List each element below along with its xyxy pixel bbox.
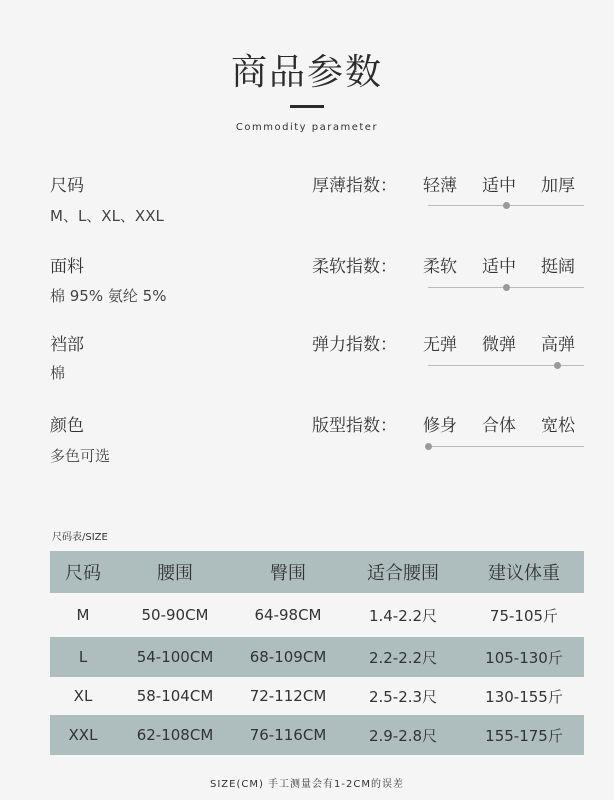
cell-weight: 155-175斤 (485, 726, 563, 745)
cell-fit-waist: 2.5-2.3尺 (368, 687, 438, 706)
softness-option-stiff: 挺阔 (541, 257, 575, 277)
thickness-index-label: 厚薄指数： (312, 176, 397, 196)
cell-waist: 62-108CM (136, 726, 214, 744)
param-size-label: 尺码 (50, 176, 84, 196)
header-weight: 建议体重 (488, 563, 560, 584)
table-row (50, 593, 584, 637)
cell-size: M (76, 606, 90, 624)
header-waist: 腰围 (157, 563, 193, 584)
table-row (50, 715, 584, 755)
fit-option-regular: 合体 (482, 416, 516, 436)
softness-index-label: 柔软指数： (312, 257, 397, 277)
cell-weight: 130-155斤 (485, 687, 563, 706)
param-color-label: 颜色 (50, 416, 84, 436)
stretch-option-none: 无弹 (423, 335, 457, 355)
fit-slider-track (428, 446, 584, 447)
header-fit-waist: 适合腰围 (367, 563, 439, 584)
thickness-option-medium: 适中 (482, 176, 516, 196)
cell-waist: 58-104CM (136, 687, 214, 705)
cell-hip: 68-109CM (249, 648, 327, 666)
cell-hip: 72-112CM (249, 687, 327, 705)
cell-size: L (78, 648, 88, 666)
cell-fit-waist: 2.9-2.8尺 (368, 726, 438, 745)
cell-hip: 76-116CM (249, 726, 327, 744)
cell-waist: 54-100CM (136, 648, 214, 666)
header-hip: 臀围 (270, 563, 306, 584)
cell-weight: 105-130斤 (485, 648, 563, 667)
header-size: 尺码 (65, 563, 101, 584)
size-table (50, 551, 584, 755)
param-color-value: 多色可选 (50, 447, 111, 465)
thickness-option-thick: 加厚 (541, 176, 575, 196)
param-fabric-value: 棉 95% 氨纶 5% (50, 287, 167, 305)
param-crotch-label: 裆部 (50, 335, 84, 355)
cell-hip: 64-98CM (254, 606, 322, 624)
softness-slider-dot (503, 284, 510, 291)
title-underline (290, 105, 324, 108)
param-fabric-label: 面料 (50, 257, 84, 277)
cell-weight: 75-105斤 (489, 606, 559, 625)
param-crotch-value: 棉 (50, 364, 66, 382)
cell-size: XL (73, 687, 93, 705)
size-table-caption: 尺码表/SIZE (52, 532, 108, 543)
softness-option-medium: 适中 (482, 257, 516, 277)
measurement-footnote: SIZE(CM) 手工测量会有1-2CM的误差 (209, 779, 404, 790)
fit-index-label: 版型指数： (312, 416, 397, 436)
page-title: 商品参数 (230, 52, 383, 93)
stretch-option-high: 高弹 (541, 335, 575, 355)
cell-size: XXL (68, 726, 98, 744)
stretch-index-label: 弹力指数： (312, 335, 397, 355)
stretch-slider-dot (554, 362, 561, 369)
cell-fit-waist: 2.2-2.2尺 (368, 648, 438, 667)
fit-option-slim: 修身 (423, 416, 457, 436)
thickness-option-thin: 轻薄 (423, 176, 457, 196)
cell-waist: 50-90CM (141, 606, 209, 624)
stretch-option-slight: 微弹 (482, 335, 516, 355)
size-table-header (50, 551, 584, 593)
fit-option-loose: 宽松 (541, 416, 575, 436)
softness-option-soft: 柔软 (423, 257, 457, 277)
page-subtitle: Commodity parameter (235, 122, 379, 133)
table-row (50, 637, 584, 677)
table-row (50, 677, 584, 715)
thickness-slider-dot (503, 202, 510, 209)
param-size-value: M、L、XL、XXL (50, 207, 164, 225)
cell-fit-waist: 1.4-2.2尺 (368, 606, 438, 625)
fit-slider-dot (425, 443, 432, 450)
